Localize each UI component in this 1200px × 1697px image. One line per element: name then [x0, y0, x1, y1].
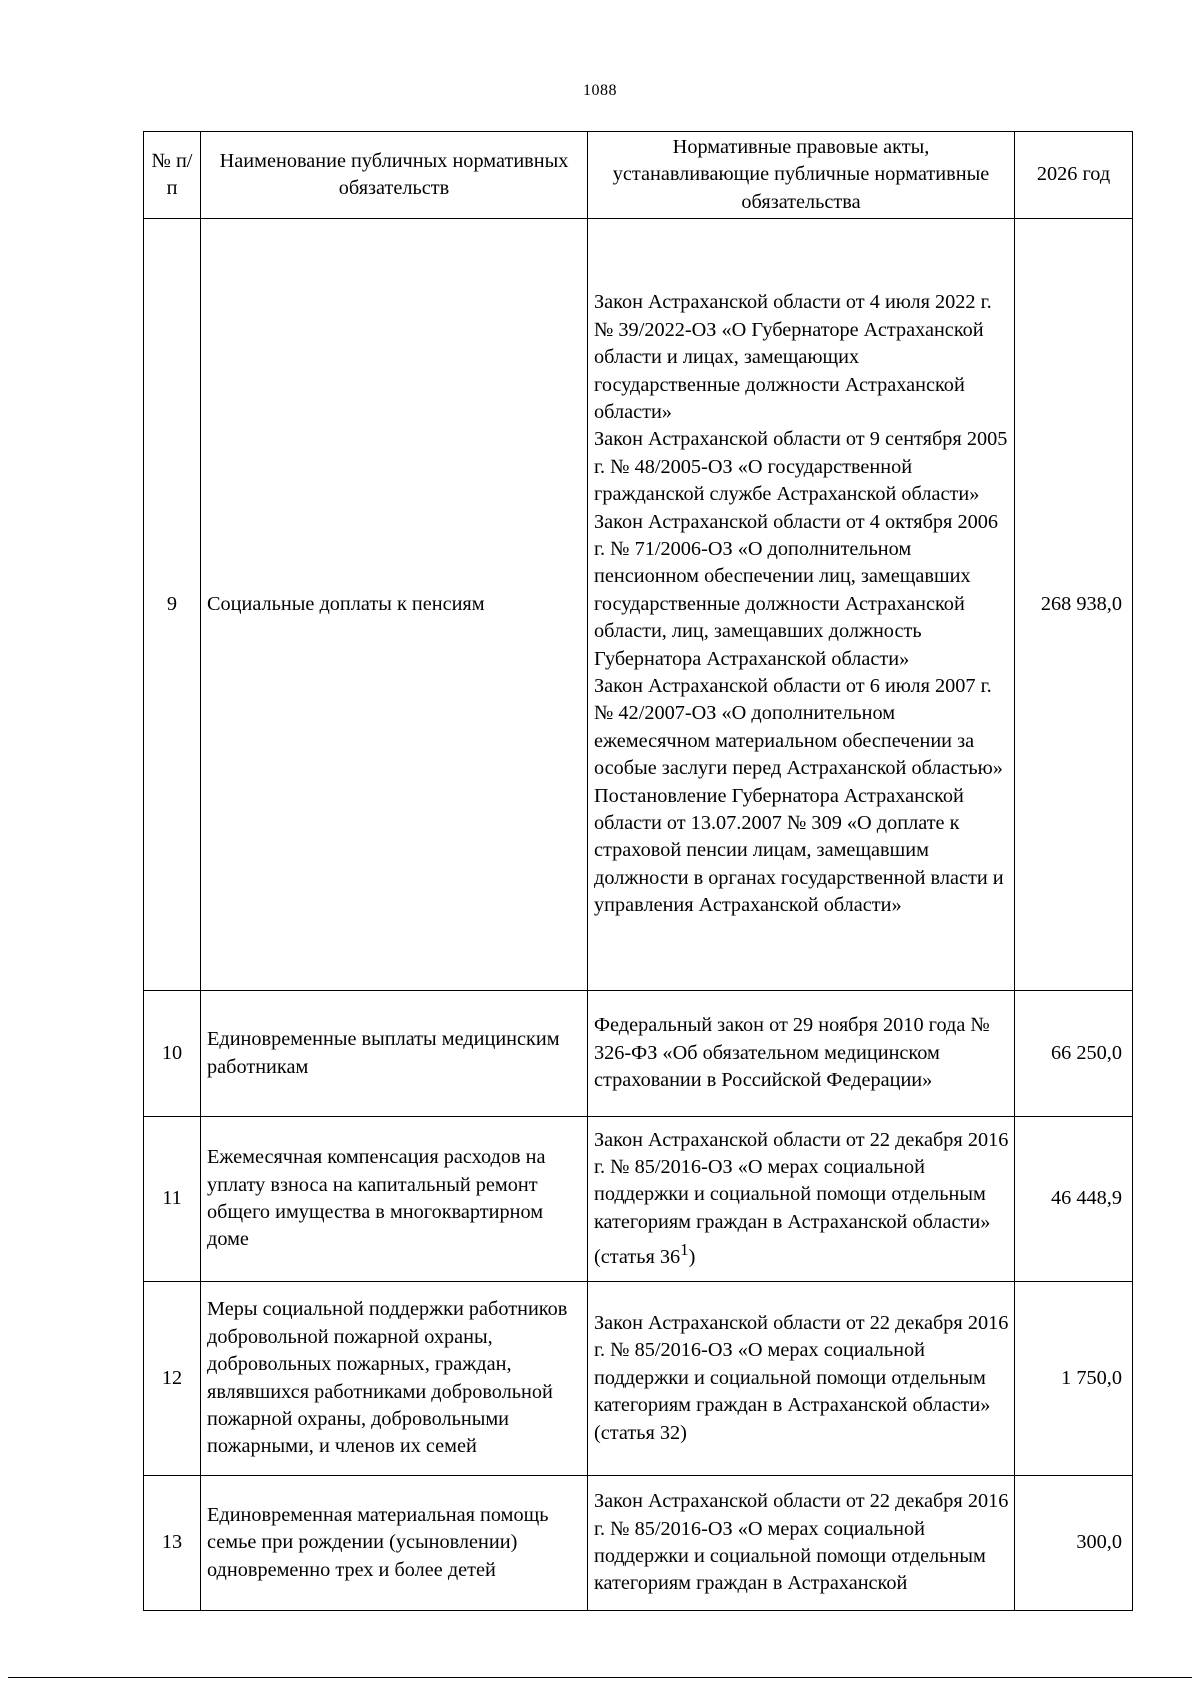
obligation-name: Социальные доплаты к пенсиям [201, 219, 588, 991]
table-row [144, 219, 1133, 991]
legal-acts-cell [588, 1117, 1015, 1282]
legal-act: Закон Астраханской области от 22 декабря 2016 г. № 85/2016-ОЗ «О мерах социальной поддержки и социальной помощи отдельным категориям граждан в Астраханской [594, 1490, 1009, 1595]
legal-acts-cell [588, 219, 1015, 991]
obligation-name: Единовременная материальная помощь семье при рождении (усыновлении) одновременно трех и более детей [201, 1476, 588, 1611]
legal-act-tail: ) [688, 1245, 696, 1268]
table-row [144, 1282, 1133, 1476]
legal-act: Закон Астраханской области от 22 декабря 2016 г. № 85/2016-ОЗ «О мерах социальной поддержки и социальной помощи отдельным категориям граждан в Астраханской области» (статья 32) [594, 1311, 1009, 1444]
amount-2026: 1 750,0 [1015, 1282, 1133, 1476]
table-header-row [144, 132, 1133, 219]
header-obligation-name: Наименование публичных нормативных обязательств [201, 132, 588, 219]
amount-2026: 300,0 [1015, 1476, 1133, 1611]
header-number: № п/п [144, 132, 201, 219]
obligation-name: Меры социальной поддержки работников добровольной пожарной охраны, добровольных пожарных, граждан, являвшихся работниками добровольной пожарной охраны, добровольными пожарными, и членов их семей [201, 1282, 588, 1476]
header-legal-acts: Нормативные правовые акты, устанавливающие публичные нормативные обязательства [588, 132, 1015, 219]
row-number: 10 [144, 991, 201, 1117]
amount-2026: 66 250,0 [1015, 991, 1133, 1117]
header-year-2026: 2026 год [1015, 132, 1133, 219]
table-row [144, 991, 1133, 1117]
legal-acts-cell [588, 991, 1015, 1117]
amount-2026: 46 448,9 [1015, 1117, 1133, 1282]
legal-act: Закон Астраханской области от 22 декабря 2016 г. № 85/2016-ОЗ «О мерах социальной поддержки и социальной помощи отдельным категориям граждан в Астраханской области» (статья 36 [594, 1128, 1009, 1268]
row-number: 11 [144, 1117, 201, 1282]
legal-act: Закон Астраханской области от 9 сентября 2005 г. № 48/2005-ОЗ «О государственной гражданской службе Астраханской области» [594, 428, 1008, 506]
obligation-name: Ежемесячная компенсация расходов на уплату взноса на капитальный ремонт общего имущества в многоквартирном доме [201, 1117, 588, 1282]
legal-acts-cell [588, 1476, 1015, 1611]
page-number: 1088 [583, 82, 617, 99]
legal-act: Федеральный закон от 29 ноября 2010 года № 326-ФЗ «Об обязательном медицинском страховании в Российской Федерации» [594, 1014, 990, 1092]
row-number: 9 [144, 219, 201, 991]
legal-act: Постановление Губернатора Астраханской области от 13.07.2007 № 309 «О доплате к страховой пенсии лицам, замещавшим должности в органах государственной власти и управления Астраханской области» [594, 784, 1004, 917]
table-row [144, 1117, 1133, 1282]
row-number: 12 [144, 1282, 201, 1476]
legal-acts-cell [588, 1282, 1015, 1476]
obligation-name: Единовременные выплаты медицинским работникам [201, 991, 588, 1117]
amount-2026: 268 938,0 [1015, 219, 1133, 991]
legal-act: Закон Астраханской области от 6 июля 2007 г. № 42/2007-ОЗ «О дополнительном ежемесячном материальном обеспечении за особые заслуги перед Астраханской областью» [594, 675, 1003, 780]
row-number: 13 [144, 1476, 201, 1611]
legal-act: Закон Астраханской области от 4 октября 2006 г. № 71/2006-ОЗ «О дополнительном пенсионном обеспечении лиц, замещавших государственные должности Астраханской области, лиц, замещавших должность Губернатора Астраханской области» [594, 510, 999, 670]
article-superscript: 1 [680, 1240, 689, 1260]
footer-rule [8, 1677, 1192, 1678]
obligations-table [143, 131, 1133, 1611]
legal-act: Закон Астраханской области от 4 июля 2022 г. № 39/2022-ОЗ «О Губернаторе Астраханской области и лицах, замещающих государственные должности Астраханской области» [594, 291, 992, 423]
table-row [144, 1476, 1133, 1611]
